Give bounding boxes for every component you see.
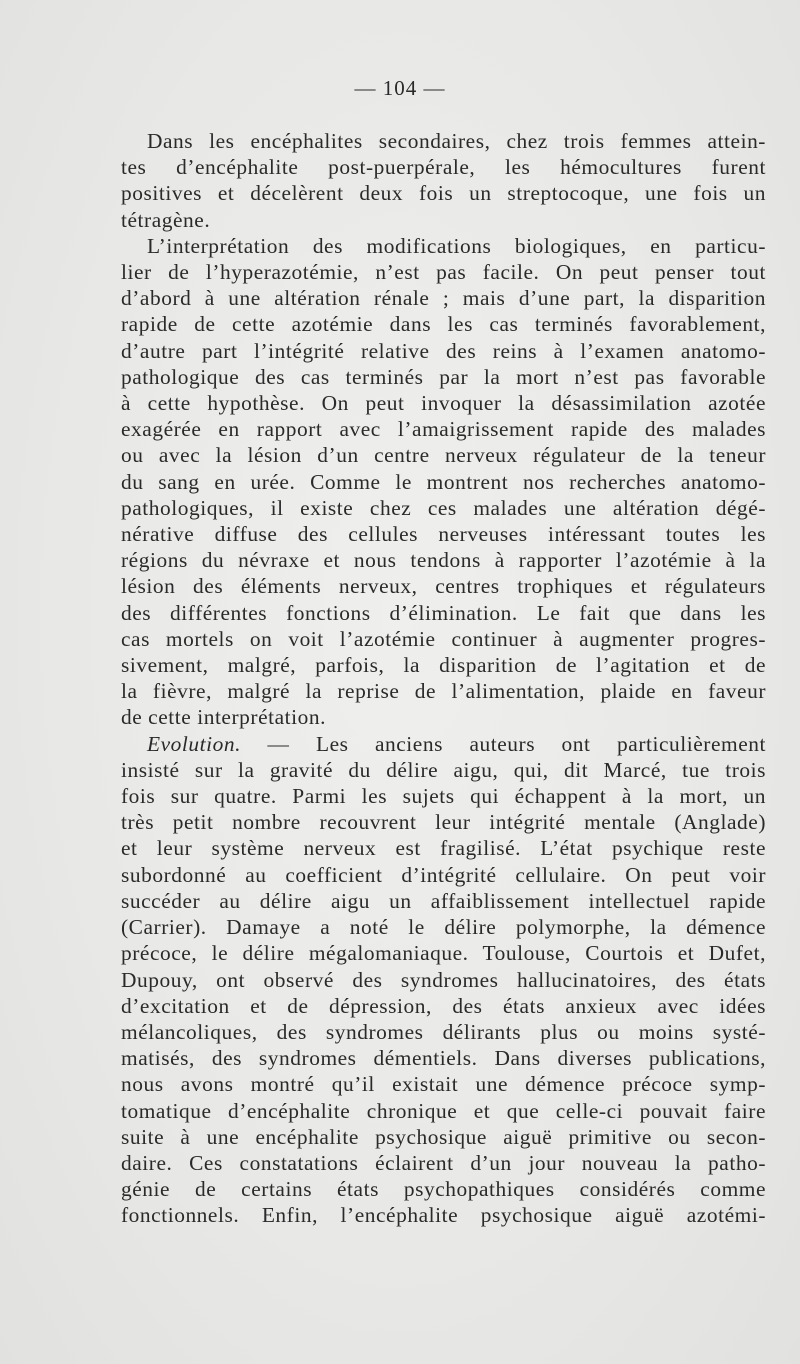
- text-line: matisés, des syndromes démentiels. Dans diverses publications,: [121, 1046, 766, 1071]
- text-line: daire. Ces constatations éclairent d’un jour nouveau la patho-: [121, 1150, 766, 1175]
- text-line: Dans les encéphalites secondaires, chez trois femmes attein-: [147, 129, 766, 153]
- page-number: — 104 —: [354, 76, 446, 100]
- text-line: rapide de cette azotémie dans les cas terminés favorablement,: [121, 312, 766, 337]
- paragraph-1: [121, 128, 766, 233]
- text-line: fonctionnels. Enfin, l’encéphalite psychosique aiguë azotémi-: [121, 1203, 766, 1228]
- text-line: nérative diffuse des cellules nerveuses intéressant toutes les: [121, 522, 766, 547]
- text-line: lésion des éléments nerveux, centres trophiques et régulateurs: [121, 574, 766, 599]
- text-line: d’excitation et de dépression, des états anxieux avec idées: [121, 993, 766, 1018]
- text-line: très petit nombre recouvrent leur intégrité mentale (Anglade): [121, 810, 766, 835]
- text-line: (Carrier). Damaye a noté le délire polymorphe, la démence: [121, 915, 766, 940]
- text-line: précoce, le délire mégalomaniaque. Toulouse, Courtois et Dufet,: [121, 941, 766, 966]
- text-line: succéder au délire aigu un affaiblissement intellectuel rapide: [121, 888, 766, 913]
- text-line: insisté sur la gravité du délire aigu, qui, dit Marcé, tue trois: [121, 757, 766, 782]
- text-line: L’interprétation des modifications biologiques, en particu-: [147, 233, 766, 258]
- text-line: pathologiques, il existe chez ces malades une altération dégé-: [121, 495, 766, 520]
- text-line: lier de l’hyperazotémie, n’est pas facile. On peut penser tout: [121, 260, 766, 285]
- text-line: d’autre part l’intégrité relative des reins à l’examen anatomo-: [121, 338, 766, 363]
- text-line: pathologique des cas terminés par la mort n’est pas favorable: [121, 364, 766, 389]
- text-line: la fièvre, malgré la reprise de l’alimentation, plaide en faveur: [121, 679, 766, 704]
- text-line: d’abord à une altération rénale ; mais d’une part, la disparition: [121, 286, 766, 311]
- text-line: du sang en urée. Comme le montrent nos recherches anatomo-: [121, 469, 766, 494]
- text-line: [121, 731, 766, 757]
- text-run: — Les anciens auteurs ont particulièrement: [241, 731, 766, 756]
- text-line: et leur système nerveux est fragilisé. L’état psychique reste: [121, 836, 766, 861]
- text-line: de cette interprétation.: [121, 705, 327, 730]
- text-line: ou avec la lésion d’un centre nerveux régulateur de la teneur: [121, 443, 766, 468]
- text-line: des différentes fonctions d’élimination. Le fait que dans les: [121, 600, 766, 625]
- text-line: régions du névraxe et nous tendons à rapporter l’azotémie à la: [121, 548, 766, 573]
- text-line: tes d’encéphalite post-puerpérale, les hémocultures furent: [121, 155, 766, 180]
- text-line: génie de certains états psychopathiques considérés comme: [121, 1177, 766, 1202]
- text-line: sivement, malgré, parfois, la disparition de l’agitation et de: [121, 653, 766, 678]
- section-heading: Evolution.: [147, 731, 242, 756]
- text-line: Dupouy, ont observé des syndromes hallucinatoires, des états: [121, 967, 766, 992]
- text-line: exagérée en rapport avec l’amaigrissement rapide des malades: [121, 417, 766, 442]
- text-line: nous avons montré qu’il existait une démence précoce symp-: [121, 1072, 766, 1097]
- text-line: mélancoliques, des syndromes délirants plus ou moins systé-: [121, 1019, 766, 1044]
- body-text: [121, 128, 766, 1229]
- text-line: positives et décelèrent deux fois un streptocoque, une fois un: [121, 181, 766, 206]
- text-line: subordonné au coefficient d’intégrité cellulaire. On peut voir: [121, 862, 766, 887]
- paragraph-2: [121, 233, 766, 731]
- text-line: cas mortels on voit l’azotémie continuer à augmenter progres-: [121, 626, 766, 651]
- text-line: à cette hypothèse. On peut invoquer la désassimilation azotée: [121, 391, 766, 416]
- text-line: suite à une encéphalite psychosique aiguë primitive ou secon-: [121, 1124, 766, 1149]
- paragraph-3: [121, 731, 766, 1229]
- text-line: fois sur quatre. Parmi les sujets qui échappent à la mort, un: [121, 784, 766, 809]
- text-line: tétragène.: [121, 207, 211, 232]
- text-line: tomatique d’encéphalite chronique et que celle-ci pouvait faire: [121, 1098, 766, 1123]
